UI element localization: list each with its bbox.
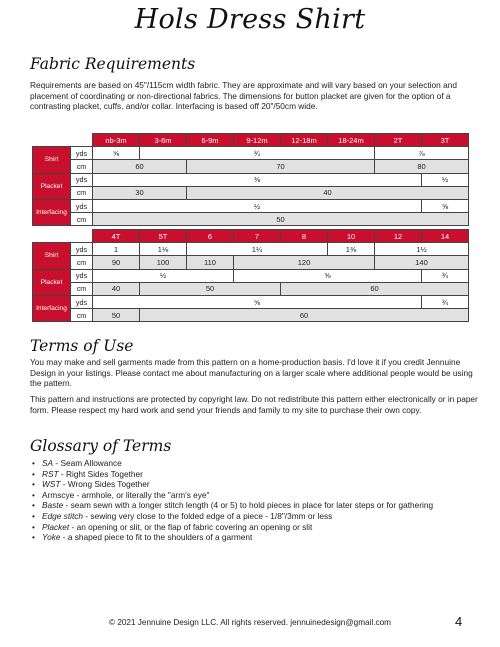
amount-cell: 40 [93,282,140,295]
amount-cell: ¾ [422,269,469,282]
glossary-term: Yoke [42,532,61,543]
glossary-term: RST [42,468,59,479]
unit-label: cm [71,213,93,226]
fabric-table-small-sizes [32,133,469,226]
fabric-row [33,256,469,269]
glossary-item [30,522,480,533]
piece-label: Interfacing [33,199,71,225]
amount-cell: ½ [422,173,469,186]
glossary-heading: Glossary of Terms [30,437,172,455]
bullet-icon: • [32,468,35,479]
amount-cell: 120 [234,256,375,269]
bullet-icon: • [32,479,35,490]
fabric-row [33,186,469,199]
size-header-row [33,134,469,147]
terms-of-use-heading: Terms of Use [30,337,134,355]
amount-cell: 1⅛ [140,243,187,256]
page-title: Hols Dress Shirt [134,4,366,35]
glossary-item [30,479,480,490]
bullet-icon: • [32,532,35,543]
amount-cell: 60 [281,282,469,295]
size-header: 4T [93,230,140,243]
page-number: 4 [455,614,463,629]
glossary-definition: - a shaped piece to fit to the shoulders of a garment [60,532,253,543]
fabric-row [33,160,469,173]
unit-label: cm [71,256,93,269]
size-header: 6 [187,230,234,243]
size-header: 18-24m [328,134,375,147]
amount-cell: 1 [93,243,140,256]
bullet-icon: • [32,489,35,500]
size-header: 5T [140,230,187,243]
glossary-item [30,532,480,543]
size-header: 14 [422,230,469,243]
unit-label: cm [71,160,93,173]
fabric-row [33,199,469,212]
glossary-term: SA [42,458,54,468]
header-blank [33,134,93,147]
terms-of-use-paragraph-1: You may make and sell garments made from this pattern on a home-production basis. I'd love it if you credit Jennuine Design in your listings. Please contact me about manufacturing on a larger scale where additional people would be using the pattern. [30,357,473,389]
glossary-definition: - Right Sides Together [58,468,143,479]
size-header: 8 [281,230,328,243]
glossary-term: Baste [42,500,64,511]
size-header: 10 [328,230,375,243]
amount-cell: ⅝ [234,269,422,282]
amount-cell: ⅝ [422,199,469,212]
fabric-row [33,282,469,295]
glossary-item [30,500,480,511]
amount-cell: 60 [140,309,469,322]
glossary-term: WST [42,479,61,490]
fabric-row [33,147,469,160]
header-blank [33,230,93,243]
amount-cell: ½ [93,269,234,282]
fabric-table-large-sizes [32,229,469,322]
amount-cell: 50 [93,309,140,322]
unit-label: cm [71,309,93,322]
size-header: 3-6m [140,134,187,147]
fabric-row [33,173,469,186]
size-header: 7 [234,230,281,243]
size-header: nb-3m [93,134,140,147]
size-header: 12-18m [281,134,328,147]
glossary-item [30,458,480,469]
fabric-row [33,295,469,308]
amount-cell: 70 [187,160,375,173]
glossary-definition: - seam sewn with a longer stitch length (4 or 5) to hold pieces in place for later steps or for gathering [63,500,434,511]
size-header-row [33,230,469,243]
fabric-requirements-heading: Fabric Requirements [30,55,196,73]
amount-cell: 140 [375,256,469,269]
bullet-icon: • [32,458,35,468]
size-header: 9-12m [234,134,281,147]
amount-cell: 90 [93,256,140,269]
footer-copyright: © 2021 Jennuine Design LLC. All rights reserved. jennuinedesign@gmail.com [109,618,391,627]
size-header: 12 [375,230,422,243]
amount-cell: 50 [93,213,469,226]
fabric-row [33,243,469,256]
amount-cell: 30 [93,186,187,199]
glossary-definition: - sewing very close to the folded edge of a piece - 1/8"/3mm or less [83,510,333,521]
amount-cell: ½ [93,199,422,212]
unit-label: yds [71,295,93,308]
fabric-row [33,309,469,322]
glossary-list [30,458,480,543]
bullet-icon: • [32,510,35,521]
amount-cell: 100 [140,256,187,269]
piece-label: Interfacing [33,295,71,321]
amount-cell: ⅞ [375,147,469,160]
size-header: 2T [375,134,422,147]
glossary-definition: - Seam Allowance [53,458,122,468]
glossary-term: Placket [42,521,70,532]
amount-cell: ⅝ [93,295,422,308]
unit-label: yds [71,147,93,160]
amount-cell: 1¼ [187,243,328,256]
fabric-row [33,213,469,226]
glossary-item [30,469,480,480]
glossary-definition: - Wrong Sides Together [60,479,150,490]
bullet-icon: • [32,521,35,532]
glossary-term: Edge stitch [42,510,84,521]
unit-label: yds [71,173,93,186]
unit-label: yds [71,243,93,256]
glossary-item [30,511,480,522]
piece-label: Shirt [33,147,71,173]
terms-of-use-paragraph-2: This pattern and instructions are protected by copyright law. Do not redistribute this pattern either electronically or in paper form. Please respect my hard work and send your friends and family to my site to purchase their own copy. [30,394,478,415]
unit-label: yds [71,269,93,282]
amount-cell: 1½ [375,243,469,256]
amount-cell: ⅜ [93,173,422,186]
amount-cell: ¾ [422,295,469,308]
amount-cell: 1⅜ [328,243,375,256]
amount-cell: 50 [140,282,281,295]
size-header: 6-9m [187,134,234,147]
amount-cell: 40 [187,186,469,199]
glossary-item [30,490,480,501]
amount-cell: ⅝ [93,147,140,160]
amount-cell: ¾ [140,147,375,160]
glossary-definition: - an opening or slit, or the flap of fabric covering an opening or slit [69,521,313,532]
fabric-requirements-paragraph: Requirements are based on 45"/115cm width fabric. They are approximate and will vary based on your selection and placement of coordinating or non-directional fabrics. The dimensions for button placket are given for the option of a contrasting placket, cuffs, and/or collar. Interfacing is based off 20"/50cm wide. [30,80,457,112]
amount-cell: 110 [187,256,234,269]
amount-cell: 60 [93,160,187,173]
piece-label: Shirt [33,243,71,269]
bullet-icon: • [32,500,35,511]
unit-label: yds [71,199,93,212]
unit-label: cm [71,186,93,199]
glossary-definition: Armscye - armhole, or literally the "arm's eye" [42,489,210,500]
amount-cell: 80 [375,160,469,173]
piece-label: Placket [33,269,71,295]
unit-label: cm [71,282,93,295]
fabric-row [33,269,469,282]
piece-label: Placket [33,173,71,199]
size-header: 3T [422,134,469,147]
